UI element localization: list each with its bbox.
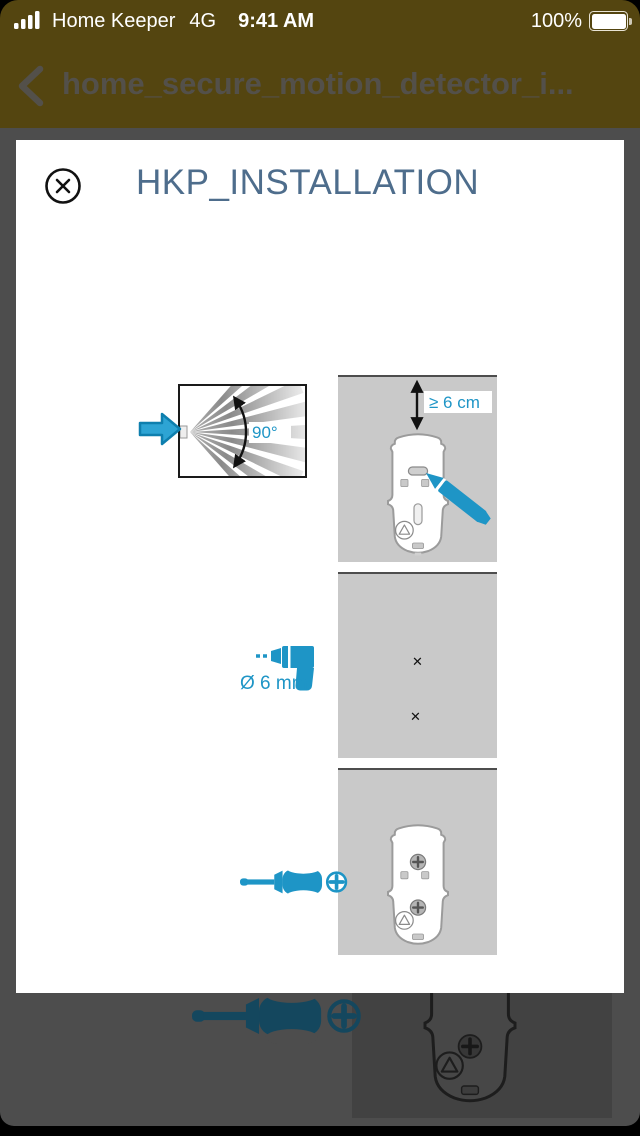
signal-strength-icon bbox=[14, 11, 44, 31]
close-icon bbox=[44, 167, 82, 205]
navigation-bar bbox=[0, 42, 640, 128]
modal-title: HKP_INSTALLATION bbox=[136, 163, 480, 202]
arrow-right-icon bbox=[136, 410, 184, 448]
status-bar bbox=[0, 0, 640, 42]
clock-label: 9:41 AM bbox=[238, 9, 315, 32]
step1-mark-holes-figure bbox=[338, 375, 497, 562]
battery-percent-label: 100% bbox=[530, 9, 582, 32]
drill-mark-top: ✕ bbox=[412, 654, 423, 669]
back-button[interactable] bbox=[14, 64, 46, 108]
step2-wall-figure bbox=[338, 572, 497, 758]
motion-detector-backplate-figure bbox=[388, 434, 448, 555]
step3-mounted-device-figure bbox=[338, 768, 497, 955]
close-button[interactable] bbox=[44, 167, 82, 205]
back-chevron-icon bbox=[14, 64, 46, 108]
detection-angle-figure bbox=[178, 384, 307, 478]
network-type-label: 4G bbox=[189, 9, 217, 32]
screwdriver-icon bbox=[240, 864, 348, 900]
battery-icon bbox=[589, 11, 628, 31]
document-title: home_secure_motion_detector_i... bbox=[62, 66, 574, 101]
carrier-label: Home Keeper bbox=[52, 9, 176, 32]
dimmed-screwdriver-icon bbox=[192, 988, 362, 1044]
drill-diameter-label: Ø 6 mm bbox=[240, 673, 308, 694]
drill-mark-bottom: ✕ bbox=[410, 709, 421, 724]
angle-label: 90° bbox=[252, 423, 278, 442]
distance-label: ≥ 6 cm bbox=[429, 393, 480, 412]
installation-modal bbox=[16, 140, 624, 993]
mounted-device-figure bbox=[388, 825, 448, 944]
